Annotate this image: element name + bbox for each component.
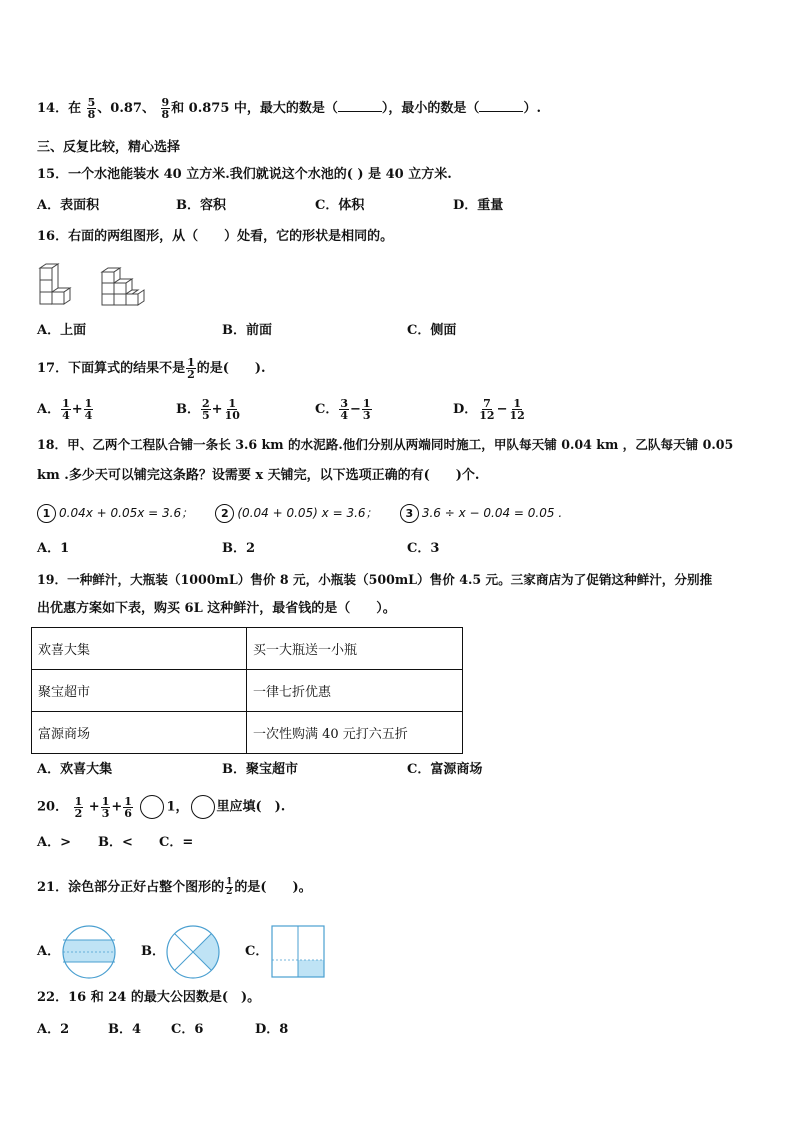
fraction: $\frac{5}{8}$	[87, 96, 96, 121]
option-a[interactable]: A．1	[37, 541, 70, 556]
table-row: 富源商场 一次性购满 40 元打六五折	[32, 712, 463, 754]
circled-number: 2	[215, 504, 234, 523]
option-c[interactable]: C．体积	[315, 198, 365, 213]
figure-c-square	[271, 925, 327, 979]
equation-list: 1 0.04x + 0.05x = 3.6； 2 (0.04 + 0.05) x = 3.6； 3 3.6 ÷ x − 0.04 = 0.05 .	[37, 503, 562, 524]
figure-b-circle	[165, 925, 221, 979]
question-19-line2: 出优惠方案如下表，购买 6L 这种鲜汁，最省钱的是（ ）。	[37, 601, 396, 616]
compare-circle	[191, 795, 215, 819]
option-b[interactable]: B．聚宝超市	[222, 762, 298, 777]
option-a[interactable]: A．>	[37, 835, 71, 850]
option-b[interactable]: B．容积	[176, 198, 226, 213]
table-row: 聚宝超市 一律七折优惠	[32, 670, 463, 712]
option-d[interactable]: D．8	[255, 1022, 289, 1037]
option-c[interactable]: C．富源商场	[407, 762, 483, 777]
option-c[interactable]: C．	[245, 944, 269, 959]
question-14: 14．在 $\frac{5}{8}$ 、0.87、 $\frac{9}{8}$ 和 0.875 中，最大的数是（ ），最小的数是（ ）.	[37, 96, 541, 121]
option-a[interactable]: A．表面积	[37, 198, 100, 213]
option-a[interactable]: A．2	[37, 1022, 70, 1037]
option-a[interactable]: A．	[37, 944, 61, 959]
option-a[interactable]: A．欢喜大集	[37, 762, 113, 777]
option-c[interactable]: C．6	[171, 1022, 204, 1037]
circled-number: 3	[400, 504, 419, 523]
question-18-line2: km .多少天可以铺完这条路？设需要 x 天铺完，以下选项正确的有( )个.	[37, 468, 480, 483]
section-title: 三、反复比较，精心选择	[37, 140, 181, 155]
fraction: $\frac{9}{8}$	[161, 96, 170, 121]
question-15: 15．一个水池能装水 40 立方米.我们就说这个水池的( ) 是 40 立方米.	[37, 167, 452, 182]
option-c[interactable]: C． $\frac{3}{4}$ − $\frac{1}{3}$	[315, 397, 371, 422]
option-a[interactable]: A． $\frac{1}{4}$ + $\frac{1}{4}$	[37, 397, 93, 422]
figure-a-circle	[61, 925, 117, 979]
option-d[interactable]: D． $\frac{7}{12}$ − $\frac{1}{12}$	[453, 397, 525, 422]
option-c[interactable]: C．侧面	[407, 323, 457, 338]
question-16: 16．右面的两组图形，从（ ）处看，它的形状是相同的。	[37, 229, 394, 244]
question-17: 17．下面算式的结果不是 $\frac{1}{2}$ 的是( ).	[37, 356, 266, 381]
fraction: $\frac{1}{2}$	[187, 356, 195, 381]
circled-number: 1	[37, 504, 56, 523]
option-c[interactable]: C．=	[159, 835, 194, 850]
option-b[interactable]: B．前面	[222, 323, 272, 338]
option-a[interactable]: A．上面	[37, 323, 87, 338]
promotion-table	[31, 627, 463, 754]
option-b[interactable]: B． $\frac{2}{5}$ + $\frac{1}{10}$	[176, 397, 240, 422]
question-18-line1: 18．甲、乙两个工程队合铺一条长 3.6 km 的水泥路.他们分别从两端同时施工，甲队每天铺 0.04 km ，乙队每天铺 0.05	[37, 437, 734, 452]
option-b[interactable]: B．	[141, 944, 165, 959]
table-row: 欢喜大集 买一大瓶送一小瓶	[32, 628, 463, 670]
question-19-line1: 19．一种鲜汁，大瓶装（1000mL）售价 8 元，小瓶装（500mL）售价 4.5 元。三家商店为了促销这种鲜汁，分别推	[37, 572, 713, 587]
option-b[interactable]: B．<	[98, 835, 133, 850]
option-b[interactable]: B．2	[222, 541, 256, 556]
option-d[interactable]: D．重量	[453, 198, 504, 213]
answer-blank[interactable]	[479, 98, 523, 112]
question-21: 21．涂色部分正好占整个图形的 $\frac{1}{2}$ 的是( )。	[37, 877, 312, 897]
option-c[interactable]: C．3	[407, 541, 440, 556]
question-20: 20． $\frac{1}{2}$ + $\frac{1}{3}$ + $\frac{1}{6}$ 1， 里应填( ).	[37, 794, 286, 820]
option-b[interactable]: B．4	[108, 1022, 142, 1037]
question-22: 22．16 和 24 的最大公因数是( )。	[37, 990, 261, 1005]
cube-figures	[36, 262, 146, 308]
compare-circle[interactable]	[140, 795, 164, 819]
answer-blank[interactable]	[338, 98, 382, 112]
